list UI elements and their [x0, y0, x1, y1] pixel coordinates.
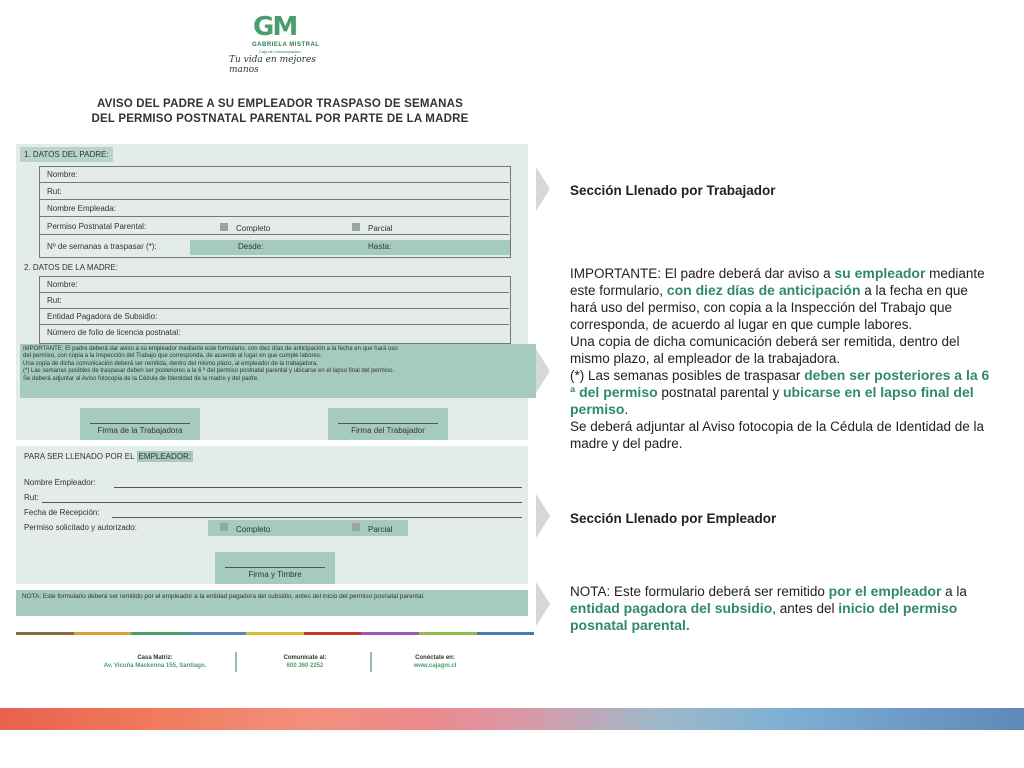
firma-trabajadora-box [80, 408, 200, 440]
desde-label: Desde: [238, 242, 264, 251]
employer-rut-label: Rut: [24, 493, 39, 502]
firma-trabajador-label: Firma del Trabajador [351, 426, 425, 435]
note-nota [570, 583, 995, 634]
arrow-importante [536, 349, 550, 393]
important-small-text [23, 346, 528, 383]
important-line: (*) Las semanas posibles de traspasar deben ser posteriores a la 6 ª del permiso postnatal parental y ubicarse en el lapso final del permiso. [23, 368, 395, 375]
employer-parcial-checkbox [352, 523, 360, 531]
father-employer-row: Nombre Empleada: [39, 201, 509, 217]
employer-completo-checkbox [220, 523, 228, 531]
sem-emph: deben ser posteriores a la 6 ª del permiso [570, 367, 990, 400]
sem-text: (*) Las semanas posibles de traspasar [570, 368, 805, 383]
completo-checkbox [220, 223, 228, 231]
reception-date-label: Fecha de Recepción: [24, 508, 100, 517]
firma-timbre-label: Firma y Timbre [248, 570, 302, 579]
father-rut-row: Rut: [39, 184, 509, 200]
arrow-trabajador [536, 167, 550, 211]
important-line: Una copia de dicha comunicación deberá ser remitida, dentro del mismo plazo, al empleador de la trabajadora. [23, 360, 318, 367]
footer-phone-value: 600 360 2252 [286, 663, 324, 669]
imp-emph: con diez días de anticipación [666, 282, 861, 298]
important-line: Se deberá adjuntar al Aviso fotocopia de la Cédula de Identidad de la madre y del padre. [23, 375, 259, 382]
firma-trabajadora-label: Firma de la Trabajadora [97, 426, 183, 435]
color-strip [16, 632, 534, 635]
footer-separator [235, 652, 237, 672]
footer-web-label: Conéctate en: [415, 655, 455, 661]
footer-web-value: www.cajagm.cl [413, 663, 457, 669]
imp-text: IMPORTANTE: El padre deberá dar aviso a [570, 266, 835, 281]
nota-text: , antes del [772, 601, 839, 616]
sem-text: postnatal parental y [657, 385, 783, 400]
logo-name: GABRIELA MISTRAL [252, 42, 320, 48]
imp-emph: su empleador [834, 265, 926, 281]
signature-line [90, 423, 190, 424]
important-line: IMPORTANTE: El padre deberá dar aviso a su empleador mediante este formulario, con diez días de anticipación a la fecha en que hará uso [23, 346, 398, 352]
imp-text: mediante este formulario, [570, 266, 985, 298]
footer-web [385, 655, 485, 669]
copia-text: Una copia de dicha comunicación deberá ser remitida, dentro del mismo plazo, al empleador de la trabajadora. [570, 334, 960, 366]
mother-name-row: Nombre: [39, 277, 509, 293]
nota-emph: por el empleador [828, 583, 942, 599]
footer-separator [370, 652, 372, 672]
note-small-text: NOTA: Este formulario deberá ser remitido por el empleador a la entidad pagadora del subsidio, antes del inicio del permiso posnatal parental. [22, 593, 425, 600]
nota-emph: entidad pagadora del subsidio [570, 600, 773, 616]
mother-folio-row: Número de folio de licencia postnatal: [47, 328, 181, 337]
logo-mark: GM [253, 12, 297, 42]
arrow-empleador [536, 494, 550, 538]
imp-text: a la fecha en que hará uso del permiso, con copia a la Inspección del Trabajo que corresponda, de acuerdo al lugar en que cumple labores. [570, 283, 968, 332]
employer-rut-line [42, 502, 522, 503]
important-line: del permiso, con copia a la Inspección del Trabajo que corresponda, de acuerdo al lugar en que cumple labores. [23, 353, 322, 360]
firma-trabajador-box [328, 408, 448, 440]
logo-sub: Caja de Compensación [259, 49, 301, 54]
signature-line [338, 423, 438, 424]
signature-line [225, 567, 325, 568]
nota-emph: inicio del permiso posnatal parental. [570, 600, 958, 633]
weeks-label: Nº de semanas a traspasar (*): [47, 242, 157, 251]
footer-phone-label: Comunícate al: [283, 655, 327, 661]
father-permit-row: Permiso Postnatal Parental: [39, 219, 509, 235]
note-trabajador [570, 182, 995, 199]
section2-heading: 2. DATOS DE LA MADRE: [24, 263, 118, 272]
employer-name-label: Nombre Empleador: [24, 478, 96, 487]
section3-heading-prefix: PARA SER LLENADO POR EL [24, 452, 135, 461]
note-empleador-text: Sección Llenado por Empleador [570, 511, 777, 526]
permit-authorized-label: Permiso solicitado y autorizado: [24, 523, 137, 532]
firma-timbre-box [215, 552, 335, 584]
nota-text: a la [941, 584, 967, 599]
logo [225, 12, 345, 75]
footer-address-value: Av. Vicuña Mackenna 155, Santiago. [103, 663, 207, 669]
arrow-nota [536, 582, 550, 626]
employer-completo-label: Completo [236, 525, 271, 534]
parcial-checkbox [352, 223, 360, 231]
parcial-label: Parcial [368, 224, 393, 233]
adjuntar-text: Se deberá adjuntar al Aviso fotocopia de la Cédula de Identidad de la madre y del padre. [570, 419, 985, 451]
logo-slogan: Tu vida en mejores manos [229, 55, 316, 75]
footer-phone [250, 655, 360, 669]
footer-address [80, 655, 230, 669]
form-title [60, 97, 500, 127]
note-importante [570, 265, 995, 452]
footer-address-label: Casa Matriz: [137, 655, 173, 661]
completo-label: Completo [236, 224, 271, 233]
nota-text: NOTA: Este formulario deberá ser remitido [570, 584, 829, 599]
mother-entity-row: Entidad Pagadora de Subsidio: [39, 309, 509, 325]
employer-name-line [114, 487, 522, 488]
father-name-row: Nombre: [39, 167, 509, 183]
reception-date-line [112, 517, 522, 518]
bottom-color-band [0, 708, 1024, 730]
section3-heading-highlight: EMPLEADOR: [138, 452, 191, 461]
form-title-line1: AVISO DEL PADRE A SU EMPLEADOR TRASPASO DE SEMANAS [96, 98, 464, 110]
section3-heading [24, 452, 193, 461]
sem-emph: ubicarse en el lapso final del permiso [570, 384, 974, 417]
note-empleador [570, 510, 995, 527]
sem-text: . [624, 402, 629, 417]
section1-heading: 1. DATOS DEL PADRE: [20, 147, 113, 162]
hasta-label: Hasta: [368, 242, 392, 251]
mother-rut-row: Rut: [39, 293, 509, 309]
employer-parcial-label: Parcial [368, 525, 393, 534]
note-trabajador-text: Sección Llenado por Trabajador [570, 183, 776, 198]
form-title-line2: DEL PERMISO POSTNATAL PARENTAL POR PARTE DE LA MADRE [91, 113, 469, 125]
